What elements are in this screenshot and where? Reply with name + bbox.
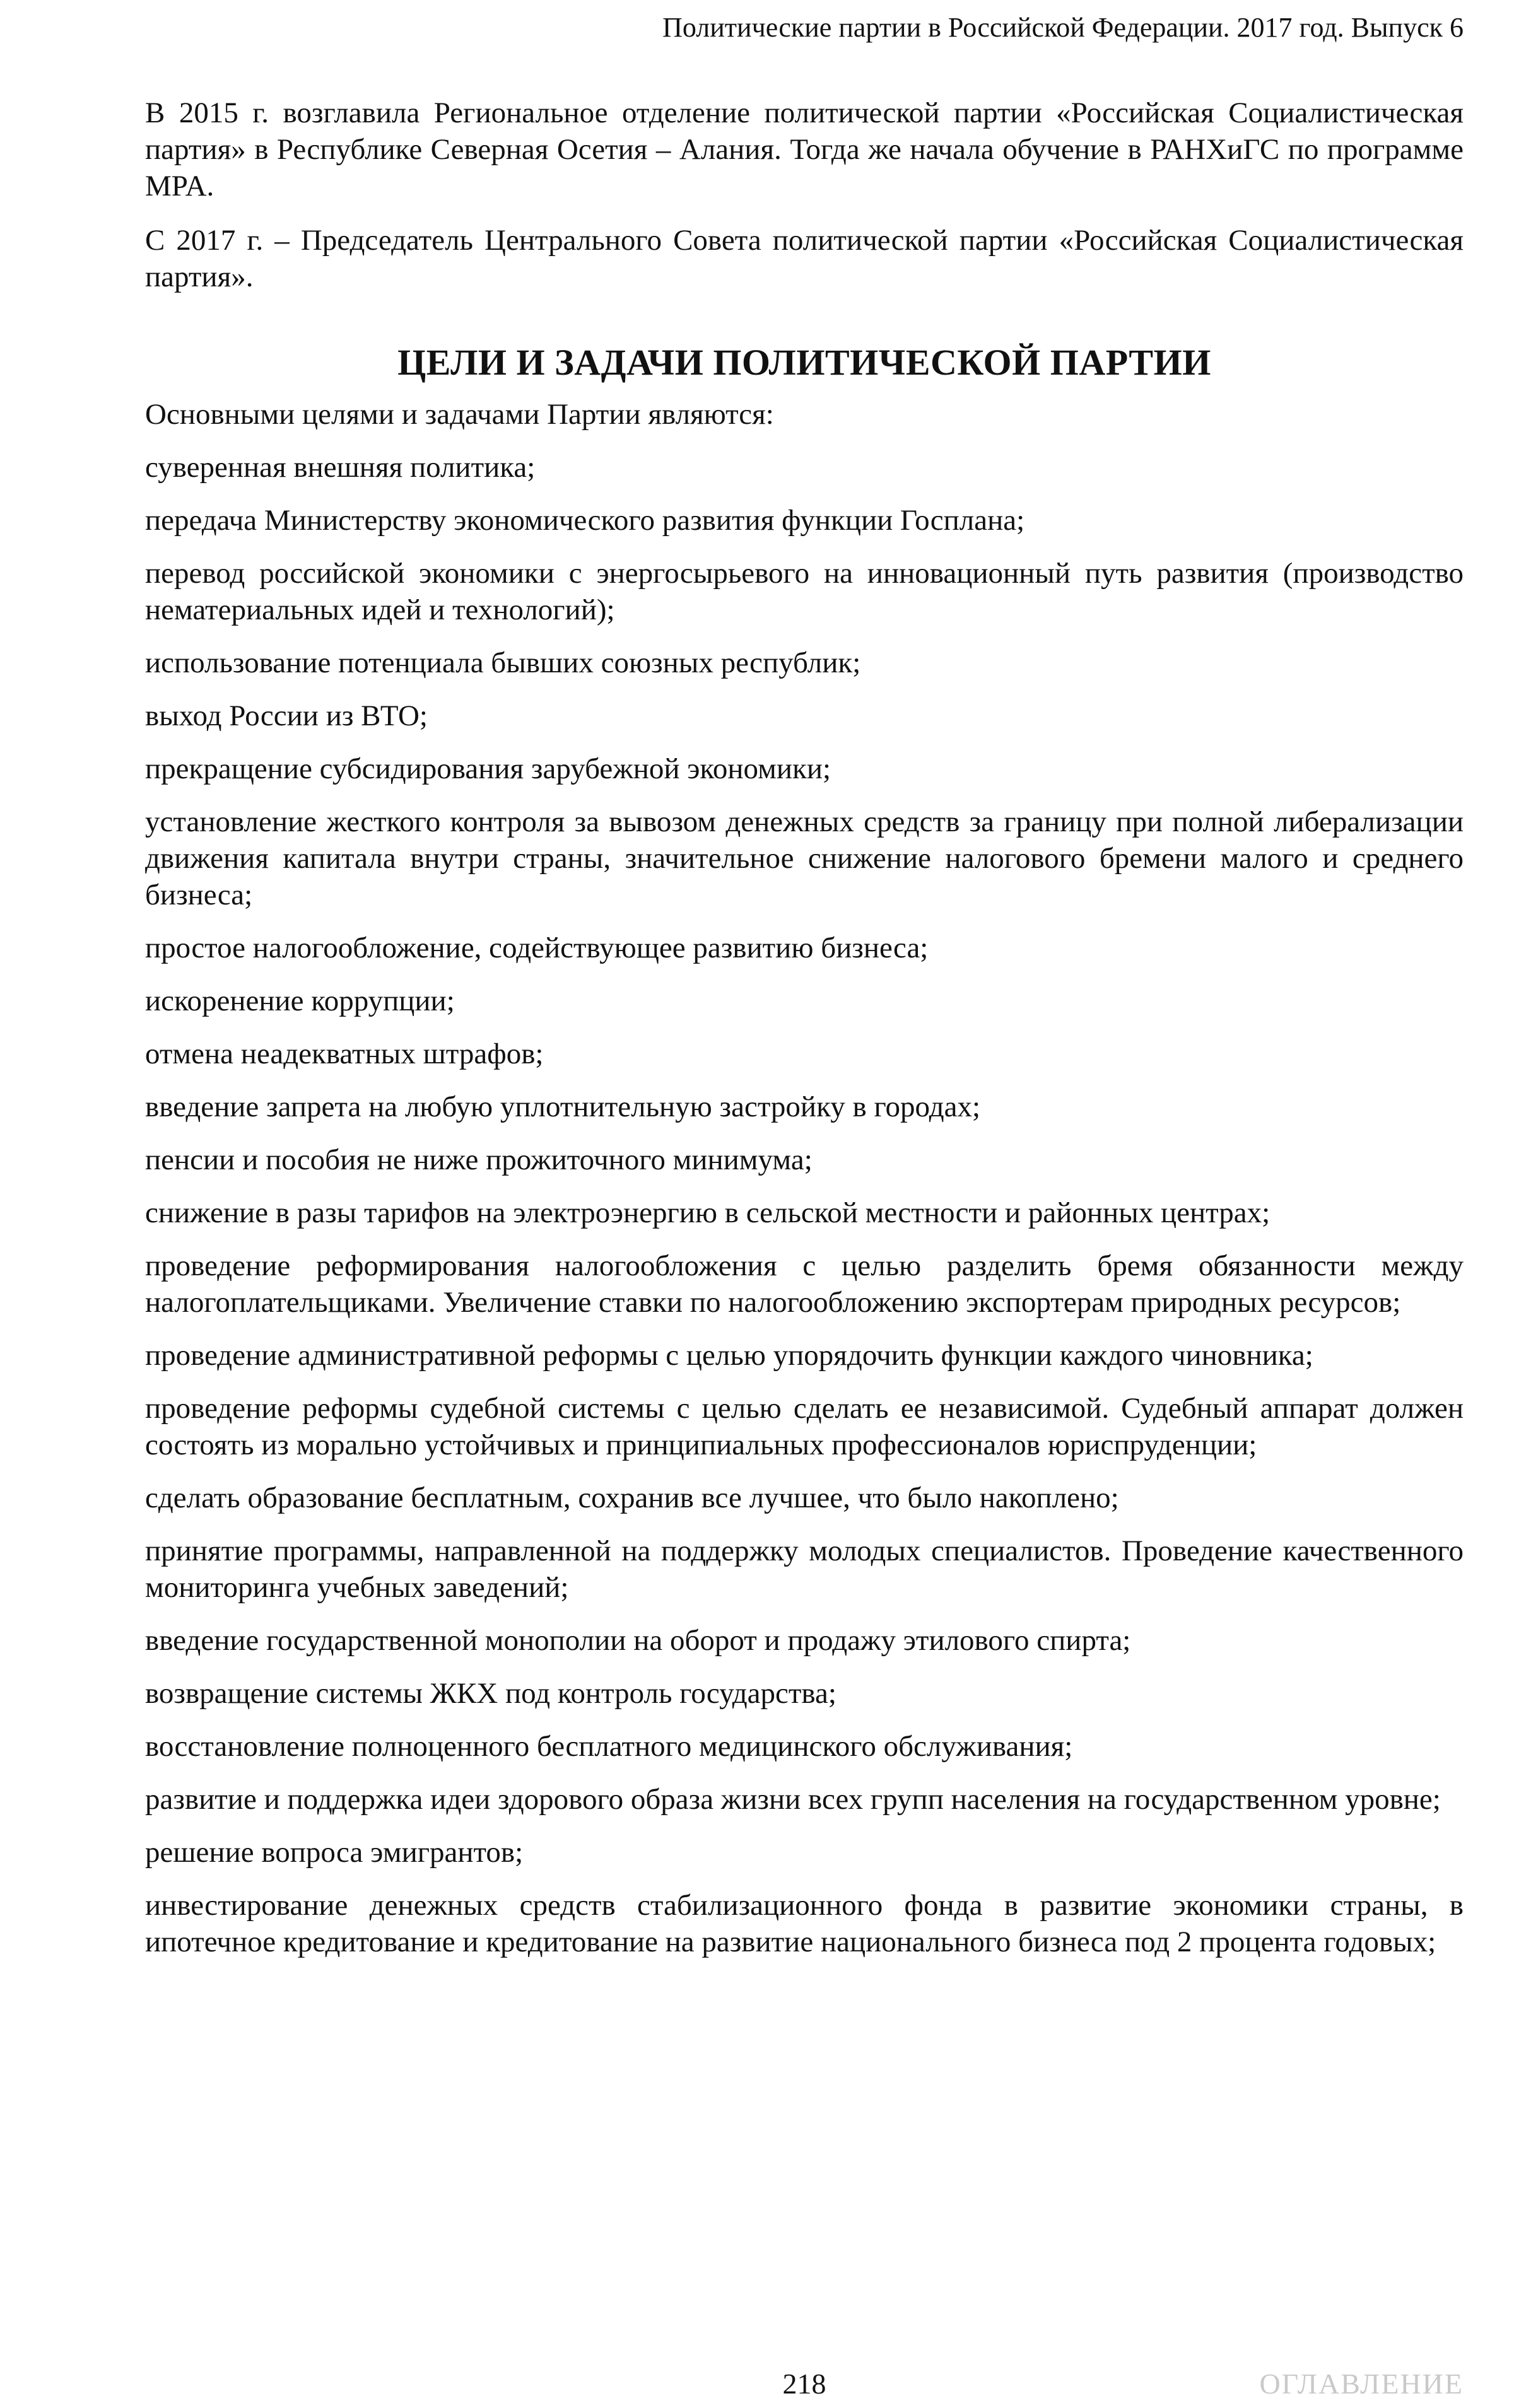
list-item: восстановление полноценного бесплатного медицинского обслуживания; — [145, 1730, 1073, 1763]
section-lead: Основными целями и задачами Партии являются: — [145, 398, 774, 431]
list-item: искоренение коррупции; — [145, 985, 455, 1017]
list-item: отмена неадекватных штрафов; — [145, 1037, 544, 1070]
intro-paragraph-1: В 2015 г. возглавила Региональное отделение политической партии «Российская Социалистическая партия» в Республике Северная Осетия – Алания. Тогда же начала обучение в РАНХиГС по программе MPA. — [145, 96, 1464, 202]
list-item: установление жесткого контроля за вывозом денежных средств за границу при полной либерализации движения капитала внутри страны, значительное снижение налогового бремени малого и среднего бизнеса; — [145, 805, 1464, 911]
goals-list — [145, 449, 1464, 1960]
intro-paragraph-2: С 2017 г. – Председатель Центрального Совета политической партии «Российская Социалистическая партия». — [145, 224, 1464, 293]
body-text — [145, 95, 1464, 1977]
list-item: введение государственной монополии на оборот и продажу этилового спирта; — [145, 1624, 1131, 1657]
list-item: проведение административной реформы с целью упорядочить функции каждого чиновника; — [145, 1339, 1313, 1372]
list-item: простое налогообложение, содействующее развитию бизнеса; — [145, 932, 929, 964]
list-item: инвестирование денежных средств стабилизационного фонда в развитие экономики страны, в ипотечное кредитование и кредитование на развитие национального бизнеса под 2 процента годовых; — [145, 1889, 1464, 1958]
list-item: пенсии и пособия не ниже прожиточного минимума; — [145, 1143, 813, 1176]
list-item: возвращение системы ЖКХ под контроль государства; — [145, 1677, 836, 1710]
list-item: сделать образование бесплатным, сохранив все лучшее, что было накоплено; — [145, 1482, 1119, 1514]
section-heading: ЦЕЛИ И ЗАДАЧИ ПОЛИТИЧЕСКОЙ ПАРТИИ — [397, 342, 1211, 383]
list-item: перевод российской экономики с энергосырьевого на инновационный путь развития (производство нематериальных идей и технологий); — [145, 557, 1464, 626]
list-item: передача Министерству экономического развития функции Госплана; — [145, 504, 1025, 537]
list-item: принятие программы, направленной на поддержку молодых специалистов. Проведение качественного мониторинга учебных заведений; — [145, 1534, 1464, 1604]
running-header: Политические партии в Российской Федерации. 2017 год. Выпуск 6 — [662, 12, 1464, 43]
list-item: суверенная внешняя политика; — [145, 451, 536, 484]
list-item: выход России из ВТО; — [145, 699, 428, 732]
list-item: решение вопроса эмигрантов; — [145, 1836, 524, 1869]
list-item: снижение в разы тарифов на электроэнергию в сельской местности и районных центрах; — [145, 1196, 1270, 1229]
list-item: прекращение субсидирования зарубежной экономики; — [145, 752, 831, 785]
list-item: проведение реформирования налогообложения с целью разделить бремя обязанности между налогоплательщиками. Увеличение ставки по налогообложению экспортерам природных ресурсов; — [145, 1249, 1464, 1319]
list-item: проведение реформы судебной системы с целью сделать ее независимой. Судебный аппарат должен состоять из морально устойчивых и принципиальных профессионалов юриспруденции; — [145, 1392, 1464, 1461]
table-of-contents-link[interactable]: ОГЛАВЛЕНИЕ — [1259, 2368, 1464, 2400]
page-number: 218 — [782, 2368, 826, 2400]
list-item: развитие и поддержка идеи здорового образа жизни всех групп населения на государственном уровне; — [145, 1783, 1441, 1816]
list-item: использование потенциала бывших союзных республик; — [145, 646, 861, 679]
list-item: введение запрета на любую уплотнительную застройку в городах; — [145, 1090, 981, 1123]
document-page — [145, 0, 1464, 2408]
